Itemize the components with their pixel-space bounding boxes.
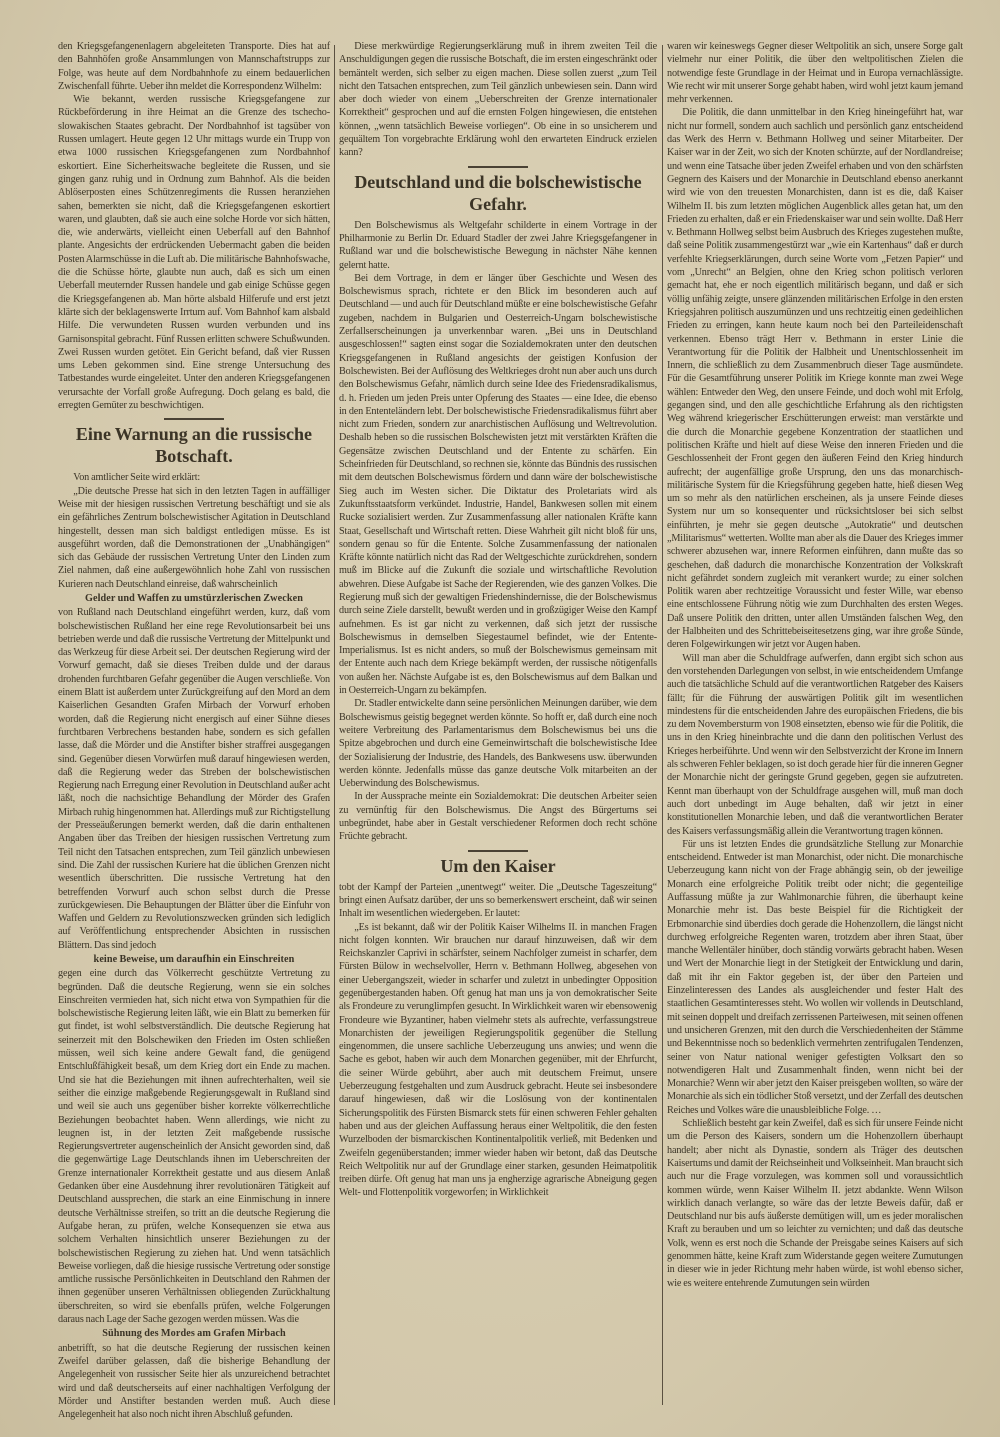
paragraph: Diese merkwürdige Regierungserklärung muß in ihrem zweiten Teil die Anschuldigungen gegen die russische Botschaft, die im ersten eingeschränkt oder bemäntelt werden, sich selber zu eigen machen. Diese sollen zuerst „zum Teil nicht den Tatsachen entsprechen, zum Teil gänzlich unbewiesen sein. Dann wird aber doch wieder von einem „Ueberschreiten der Grenze internationaler Korrektheit“ gesprochen und auf die ernsten Folgen hingewiesen, die entstehen können, „wenn tatsächlich Beweise vorliegen“. Ob eine in so unsicherem und gequältem Ton vorgebrachte Erklärung wohl den erwarteten Eindruck erzielen kann? xyxy=(339,41,657,159)
paragraph: Für uns ist letzten Endes die grundsätzliche Stellung zur Monarchie entscheidend. Entweder ist man Monarchist, oder nicht. Die monarchische Ueberzeugung kann nicht von der Frage abhängig sein, ob der jeweilige Monarch eine erfolgreiche Politik treibt oder nicht; die gegenteilige Auffassung müßte ja zur Wahlmonarchie führen, die überhaupt keine Monarchie mehr ist. Das beste Beispiel für die Richtigkeit der Erbmonarchie sind überdies doch gerade die Hohenzollern, die längst nicht durchweg erfolgreiche Regenten waren, trotzdem aber ihren Staat, über manche Wellentäler hinüber, doch ständig vorwärts gebracht haben. Wesen und Wert der Monarchie liegt in der Stetigkeit der Entwicklung und darin, daß mit ihr ein Faktor gegeben ist, der über den Parteien und Einzelinteressen des Landes als ausgleichender und fester Halt des staatlichen Gesamtinteresses steht. Wo wollen wir vollends in Deutschland, mit seinen doppelt und dreifach zerrissenen Parteiwesen, mit seinen offenen und unsicheren Grenzen, mit den durch die Verschiedenheiten der Stämme und Bekenntnisse noch so bedenklich vermehrten zentrifugalen Tendenzen, seiner von Natur national weniger gefestigten Volksart den so notwendigeren Halt und Zusammenhalt finden, wenn nicht bei der Monarchie? Wenn wir aber jetzt den Kaiser preisgeben wollten, so wäre der Monarchie als sich ein tödlicher Stoß versetzt, und der Zerfall des deutschen Reiches und Volkes wäre die unausbleibliche Folge. … xyxy=(667,838,963,1116)
paragraph: Bei dem Vortrage, in dem er länger über Geschichte und Wesen des Bolschewismus sprach, richtete er den Blick im besonderen auch auf Deutschland — und auch für Deutschland müßte er eine bolschewistische Gefahr zugeben, nachdem in Bulgarien und Oesterreich-Ungarn bolschewistische Zerfallserscheinungen ja unverkennbar waren. „Bei uns in Deutschland ausgeschlossen!“ sagten einst sogar die Sozialdemokraten unter den deutschen Kriegsgefangenen in Rußland angesichts der geistigen Konfusion der Bolschewisten. Bei der Auflösung des Weltkrieges droht nun aber auch uns durch den Bolschewismus Gefahr, nämlich durch seine Idee des Friedensradikalismus, d. h. Frieden um jeden Preis unter Opferung des Staates — eine Idee, die ebenso in den Ententeländern lebt. Der bolschewistische Friedensradikalismus führt aber nicht zum Frieden, sondern zur anarchistischen Auflösung und Weltrevolution. Deshalb heben so die russischen Bolschewisten jetzt mit verstärkten Kräften die Gegensätze zwischen Deutschland und der Entente zu schärfen. Ein Scheinfrieden für Deutschland, so rechnen sie, könnte das Bündnis des russischen mit dem deutschen Bolschewismus fördern und dann wäre der bolschewistische Sieg auch im Westen sicher. Die Diktatur des Proletariats wird als Zukunftsstaatsform verkündet. Industrie, Handel, Bankwesen sollen mit einem Rucke sozialisiert werden. Zur Zusammenfassung aller nationalen Kräfte kann Staat, Gesellschaft und Wirtschaft retten. Diese Wahrheit gilt nicht bloß für uns, sondern genau so für die Entente. Solche Zusammenfassung der nationalen Kräfte könnte natürlich nicht das Rad der Weltgeschichte zurückdrehen, sondern muß im Blicke auf die Zukunft die soziale und wirtschaftliche Revolution abwehren. Diese Aufgabe ist Sache der Regierenden, wie des ganzen Volkes. Die Regierung muß sich der gewaltigen Friedenshindernisse, die der Bolschewismus durch seine Ziele darstellt, bewußt werden und in großzügiger Weise den Kampf aufnehmen. Es ist gar nicht zu verkennen, daß sich jetzt der russische Bolschewismus in demselben Siegestaumel befindet, wie der Entente-Imperialismus. Ist es nicht anders, so muß der Bolschewismus gemeinsam mit der Entente auch nach dem Kriege bekämpft werden, der russische nötigenfalls von außen her. Nächste Aufgabe ist es, den Bolschewismus auf dem Balkan und in Oesterreich-Ungarn zu bekämpfen. xyxy=(339,272,657,697)
paragraph: gegen eine durch das Völkerrecht geschützte Vertretung zu begründen. Daß die deutsche Regierung, wenn sie ein solches Einschreiten vermieden hat, sich nicht etwa von Sympathien für die bolschewistische Regierung leiten läßt, wie ein Blatt zu bemerken für gut findet, ist wohl selbstverständlich. Die deutsche Regierung hat seinerzeit mit den Bolschewiken den Frieden im Osten schließen müssen, weil sich keine andere Gewalt fand, die genügend Entschlußfähigkeit besaß, um dem Krieg dort ein Ende zu machen. Und sie hat die Beziehungen mit ihnen aufrechterhalten, weil sie seither die einzige maßgebende Regierungsgewalt in Rußland sind und weil sie auch uns gegenüber bisher korrekte völkerrechtliche Beziehungen beobachtet haben. Wenn allerdings, wie nicht zu leugnen ist, in der letzten Zeit maßgebende russische Regierungsvertreter augenscheinlich der Ansicht geworden sind, daß die gegenwärtige Lage Deutschlands ihnen im Ueberschreiten der Grenze internationaler Korrektheit gestatte und aus diesem Anlaß Gedanken über eine Ausdehnung ihrer revolutionären Tätigkeit auf Deutschland aussprechen, die stark an eine Einmischung in innere deutsche Verhältnisse streifen, so tritt an die deutsche Regierung die Aufgabe heran, zu prüfen, welche Konsequenzen sie etwa aus solchem Verhalten hinsichtlich unserer Beziehungen zu der bolschewistischen Regierung zu ziehen hat. Und wenn tatsächlich Beweise vorliegen, daß die hiesige russische Vertretung oder sonstige amtliche russische Persönlichkeiten in Deutschland den Rahmen der ihnen gegenüber unseren Verhältnissen obliegenden Zurückhaltung überschreiten, so wird sie ebenfalls prüfen, welche Folgerungen daraus nach Lage der Sache gezogen werden müssen. Was die xyxy=(58,968,330,1326)
separator-rule xyxy=(468,166,528,168)
column-2 xyxy=(339,40,657,1200)
column-3 xyxy=(667,40,963,1290)
paragraph: Die Politik, die dann unmittelbar in den Krieg hineingeführt hat, war nicht nur formell, sondern auch sachlich und persönlich ganz entscheidend das Werk des Herrn v. Bethmann Hollweg und seiner Mitarbeiter. Der Kaiser war in der Zeit, wo sich der Knoten schürzte, auf der Nordlandreise; und wenn eine Tatsache über jeden Zweifel erhaben und von den schärfsten Gegnern des Kaisers und der Monarchie in Deutschland ebenso anerkannt wird wie von den treuesten Monarchisten, dann ist es die, daß Kaiser Wilhelm II. bis zum letzten möglichen Augenblick alles getan hat, um den Frieden zu erhalten, daß er ein Friedenskaiser war und sein wollte. Daß Herr v. Bethmann Hollweg selbst beim Ausbruch des Krieges zugestehen mußte, daß seine Politik zusammengestürzt war „wie ein Kartenhaus“ daß er durch verfehlte Kriegserklärungen, durch seine Worte vom „Fetzen Papier“ und vom „Unrecht“ an Belgien, ohne den Krieg schon politisch verloren gemacht hat, ehe er noch eigentlich militärisch begann, und daß er sich völlig unfähig zeigte, unsere glänzenden militärischen Erfolge in den ersten Kriegsjahren politisch auszumünzen und uns rechtzeitig einen gedeihlichen Frieden zu erringen, kann heute kaum noch bei den Parteileidenschaft verkennen. Ebenso trägt Herr v. Bethmann in erster Linie die Verantwortung für die Politik der Halbheit und Unentschlossenheit im Innern, die schließlich zu dem Zusammenbruch dieser Tage ausmündete. Für die Gesamtführung unserer Politik im Kriege konnte man zwei Wege wählen: Entweder den Weg, den unsere Feinde, und doch wohl mit Erfolg, gegangen sind, und den alle geschichtliche Erfahrung als den richtigsten Weg während kriegerischer Erschütterungen erweist: man verstärkte und die durch die Monarchie gegebene Konzentration der staatlichen und politischen Kräfte und hielt auf diese Weise den inneren Frieden und die Geschlossenheit der Front gegen den äußeren Feind den Krieg hindurch aufrecht; der augenfällige große Ursprung, den uns das monarchisch-militärische System für die Kriegsführung gegeben hatte, hieß diesen Weg um so mehr als den natürlichen erscheinen, als ja unsere Feinde dieses System nur um so konsequenter und rücksichtsloser bei sich selbst einführten, je mehr sie gegen deutsche „Autokratie“ und deutschen „Militarismus“ wetterten. Wollte man aber als die Dauer des Krieges immer schwerer abzusehen war, innere Reformen einführen, dann mußte das so geschehen, daß dadurch die monarchische Konzentration der Volkskraft nicht gefährdet sondern zugleich mit verankert wurde; zu einer solchen Politik waren aber rechtzeitige Voraussicht und fester Wille, war ebenso eine entschlossene Führung nötig wie zum Durchhalten des ersten Weges. Daß unsere Politik den dritten, unter allen Umständen falschen Weg, den der Halbheiten und des Schrittebeiseitesetzens ging, war ihre große Sünde, deren Folgewirkungen wir jetzt vor Augen haben. xyxy=(667,107,963,651)
paragraph: Will man aber die Schuldfrage aufwerfen, dann ergibt sich schon aus den vorstehenden Darlegungen von selbst, in wie entscheidendem Umfange auch die tatsächliche Schuld auf die verantwortlichen Ratgeber des Kaisers fällt; für die Führung der auswärtigen Politik gilt im wesentlichen mindestens für die entscheidenden Jahre des europäischen Friedens, die bis zu dem Novembersturm von 1908 einsetzten, ebenso wie für die Politik, die uns in den Krieg hineinbrachte und die dann den politischen Verlust des Krieges herbeiführte. Und wenn wir den Selbstverzicht der Krone im Innern als schweren Fehler beklagen, so ist doch gerade hier für die inneren Gegner der Monarchie nicht der geringste Grund gegeben, gegen sie aufzutreten. Kennt man überhaupt von der Schuldfrage ausgehen will, muß man doch auch dort unbedingt im Auge behalten, daß wir jetzt in einer konstitutionellen Monarchie leben, und daß die verantwortlichen Berater des Kaisers verfassungsmäßig allein die Verantwortung tragen können. xyxy=(667,652,963,837)
subheading: Sühnung des Mordes am Grafen Mirbach xyxy=(102,1328,286,1340)
column-divider xyxy=(662,45,663,1405)
paragraph: den Kriegsgefangenenlagern abgeleiteten Transporte. Dies hat auf den Bahnhöfen große Ansammlungen von Mannschaftstrupps zur Folge, was heute auf dem Nordbahnhofe zu einem bedauerlichen Zwischenfall führte. Ueber ihn meldet die Korrespondenz Wilhelm: xyxy=(58,41,330,92)
article-heading: Eine Warnung an die russische Botschaft. xyxy=(75,424,313,467)
article-heading: Deutschland und die bolschewistische Gefahr. xyxy=(354,171,642,214)
article-intro: Von amtlicher Seite wird erklärt: xyxy=(73,472,201,484)
subheading: Gelder und Waffen zu umstürzlerischen Zwecken xyxy=(84,592,304,604)
paragraph: „Die deutsche Presse hat sich in den letzten Tagen in auffälliger Weise mit der hiesigen russischen Vertretung beschäftigt und sie als ein gefährliches Zentrum bolschewistischer Agitation in Deutschland hingestellt, dessen man sich baldigst entledigen müsse. Es ist ausgeführt worden, daß die Demonstrationen der „Unabhängigen“ sich das Gebäude der russischen Vertretung Unter den Linden zum Ziel nahmen, daß eine außergewöhnlich hohe Zahl von russischen Kurieren nach Deutschland einreise, daß wahrscheinlich xyxy=(58,485,330,590)
separator-rule xyxy=(468,850,528,852)
paragraph: Den Bolschewismus als Weltgefahr schilderte in einem Vortrage in der Philharmonie zu Berlin Dr. Eduard Stadler der zwei Jahre Kriegsgefangener in Rußland war und die bolschewistische Bewegung in nächster Nähe kennen gelernt hatte. xyxy=(339,219,657,271)
paragraph: waren wir keineswegs Gegner dieser Weltpolitik an sich, unsere Sorge galt vielmehr nur einer Politik, die über den weltpolitischen Zielen die notwendige feste Grundlage in der Heimat und in Europa vernachlässigte. Wie recht wir mit unserer Sorge gehabt haben, wird wohl jetzt kaum jemand mehr verkennen. xyxy=(667,41,963,106)
article-heading: Um den Kaiser xyxy=(440,855,556,876)
paragraph: Wie bekannt, werden russische Kriegsgefangene zur Rückbeförderung in ihre Heimat an die Grenze des tschecho-slowakischen Staates gebracht. Der Nordbahnhof ist tagsüber von Russen umlagert. Heute gegen 12 Uhr mittags wurde ein Trupp von etwa 1000 russischen Kriegsgefangenen zum Nordbahnhof eskortiert. Eine Sicherheitswache begleitete die Russen, und sie gingen ganz ruhig und in Ordnung zum Bahnhof. Als die beiden Ablöserposten eines Schützenregiments die Russen heranziehen sahen, bemerkten sie nicht, daß die Kriegsgefangenen eskortiert waren, und glaubten, daß sie auch eine solche Horde vor sich hätten, die, wie anderwärts, vielleicht einen Ueberfall auf den Bahnhof plante. Angesichts der erdrückenden Uebermacht gaben die beiden Posten Alarmschüsse in die Luft ab. Die militärische Bahnhofswache, die die Schüsse hörte, glaubte nun auch, daß es sich um einen Ueberfall meuternder Russen handele und gab einige Schüsse gegen die Kriegsgefangenen ab. Man hörte alsbald Hilferufe und erst jetzt klärte sich der beklagenswerte Irrtum auf. Vom Bahnhof kam alsbald Hilfe. Die verwundeten Russen wurden verbunden und ins Garnisonspital gebracht. Fünf Russen erlitten schwere Schußwunden. Zwei Russen wurden getötet. Ein Gericht befand, daß vier Russen ums Leben gekommen sind. Eine strenge Untersuchung des Tatbestandes wurde eingeleitet. Unter den anderen Kriegsgefangenen verursachte der Vorfall große Aufregung. Doch gelang es bald, die erregten Gemüter zu beschwichtigen. xyxy=(58,94,330,412)
paragraph: tobt der Kampf der Parteien „unentwegt“ weiter. Die „Deutsche Tageszeitung“ bringt einen Aufsatz darüber, der uns so bemerkenswert erscheint, daß wir seinen Inhalt im wesentlichen wiedergeben. Er lautet: xyxy=(339,881,657,920)
paragraph: Dr. Stadler entwickelte dann seine persönlichen Meinungen darüber, wie dem Bolschewismus geistig begegnet werden könnte. So hofft er, daß durch eine noch weitere Verbreitung des Parlamentarismus dem Bolschewismus bei uns die Spitze abgebrochen und durch eine Gemeinwirtschaft die bolschewistische Idee der Sozialisierung der Industrie, des Handels, des Bankwesens usw. überwunden werden könnte. Jedenfalls müsse das ganze deutsche Volk mitarbeiten an der Ueberwindung des Bolschewismus. xyxy=(339,698,657,790)
paragraph: anbetrifft, so hat die deutsche Regierung der russischen keinen Zweifel darüber gelassen, daß die bisherige Behandlung der Angelegenheit von russischer Seite hier als unzureichend betrachtet wird und daß deutscherseits auf einer nachhaltigen Verfolgung der Mörder und Anstifter bestanden werden muß. Auch diese Angelegenheit hat also noch nicht ihren Abschluß gefunden. xyxy=(58,1342,330,1421)
paragraph: Schließlich besteht gar kein Zweifel, daß es sich für unsere Feinde nicht um die Person des Kaisers, sondern um die Hohenzollern überhaupt handelt; aber nicht als Dynastie, sondern als Träger des deutschen Kaisertums und damit der Reichseinheit und Volkseinheit. Man braucht sich auch nur die Frage vorzulegen, was kommen soll und voraussichtlich kommen würde, wenn Kaiser Wilhelm II. jetzt abdankte. Wenn Wilson wirklich danach verlangte, so wäre das der letzte Beweis dafür, daß er Deutschland nur bis aufs äußerste demütigen will, um es jeder moralischen Kraft zu berauben und um so leichter zu vernichten; und daß das deutsche Volk, wenn es erst noch die Schande der Preisgabe seines Kaisers auf sich genommen hätte, keine Kraft zum Widerstande gegen weitere Zumutungen in dieser wie in jeder Richtung mehr haben würde, ist wohl ebenso sicher, wie es weitere entehrende Zumutungen sein würden xyxy=(667,1118,963,1289)
paragraph: von Rußland nach Deutschland eingeführt werden, kurz, daß vom bolschewistischen Rußland her eine rege Revolutionsarbeit bei uns betrieben werde und daß die russische Vertretung der Mittelpunkt und das Werkzeug für diese Arbeit sei. Der deutschen Regierung wird der Vorwurf gemacht, daß sie dieses Treiben dulde und der daraus drohenden furchtbaren Gefahr gegenüber die Augen verschließe. Von einem Blatt ist außerdem unter Zurückgreifung auf den Mord an dem Kaiserlichen Gesandten Grafen Mirbach der Vorwurf erhoben worden, daß die Regierung nicht energisch auf einer Sühne dieses furchtbaren Verbrechens bestanden habe, sondern es sich gefallen lasse, daß die Mörder und die Anstifter bisher straffrei ausgegangen sind. Gegenüber diesen Vorwürfen muß darauf hingewiesen werden, daß die Regierung weder das Streben der bolschewistischen Regierung nach Erregung einer Revolution in Deutschland außer acht läßt, noch die nachsichtige Behandlung der Mörder des Grafen Mirbach ruhig hingenommen hat. Allerdings muß zur Richtigstellung der Presseäußerungen bemerkt werden, daß die darin enthaltenen Angaben über das Treiben der hiesigen russischen Vertretung zum Teil nicht den Tatsachen entsprechen, zum Teil gänzlich unbewiesen sind. Die Zahl der russischen Kuriere hat die üblichen Grenzen nicht wesentlich überschritten. Die russische Vertretung hat den betreffenden Vorwurf auch schon selbst durch die Presse zurückgewiesen. Die Behauptungen der Blätter über die Einfuhr von Waffen und Geldern zu Revolutionszwecken gründen sich lediglich auf Veröffentlichung entsprechender Absichten in russischen Blättern. Das sind jedoch xyxy=(58,607,330,951)
column-divider xyxy=(334,45,335,1405)
paragraph: In der Aussprache meinte ein Sozialdemokrat: Die deutschen Arbeiter seien zu vernünftig für den Bolschewismus. Die Angst des Bürgertums sei unbegründet, habe aber in Gestalt verschiedener Reformen doch recht schöne Früchte gebracht. xyxy=(339,791,657,843)
subheading: keine Beweise, um daraufhin ein Einschreiten xyxy=(93,954,295,965)
column-1 xyxy=(58,40,330,1421)
separator-rule xyxy=(164,418,224,420)
paragraph: „Es ist bekannt, daß wir der Politik Kaiser Wilhelms II. in manchen Fragen nicht folgen konnten. Wir brauchen nur darauf hinzuweisen, daß wir dem Reichskanzler Caprivi in schärfster, seinem Nachfolger zumeist in scharfer, dem Fürsten Bülow in wechselvoller, Herrn v. Bethmann Hollweg, abgesehen von einer Uebergangszeit, wieder in scharfer und zuletzt in unbedingter Opposition gegenübergestanden haben. Oft genug hat man uns ja von demokratischer Seite als Frondeure zu verunglimpfen gesucht. In Wirklichkeit waren wir ebensowenig Frondeure wie Byzantiner, haben vielmehr stets als aufrechte, verfassungstreue Monarchisten der jeweiligen Regierungspolitik gegenüber die Stellung eingenommen, die unsere sachliche Ueberzeugung uns anwies; und wenn die Sache es gebot, haben wir auch dem Monarchen gegenüber, mit der Ehrfurcht, die seiner Würde gebührt, aber auch mit deutschem Freimut, unsere Ueberzeugung festgehalten und zum Ausdruck gebracht. Heute sei insbesondere darauf hingewiesen, daß wir die Loslösung von der kontinentalen Sicherungspolitik des Fürsten Bismarck stets für einen schweren Fehler gehalten haben und aus der gleichen Auffassung heraus einer Weltpolitik, die den festen Wurzelboden der bismarckischen Kontinentalpolitik verließ, mit Bedenken und Zweifeln gegenüberstanden; immer wieder haben wir betont, daß das Deutsche Reich Weltpolitik nur auf der Grundlage einer starken, gesunden Heimatpolitik treiben dürfe. Oft genug hat man uns ja engherzige agrarische Abneigung gegen Welt- und Flottenpolitik vorgeworfen; in Wirklichkeit xyxy=(339,921,657,1199)
